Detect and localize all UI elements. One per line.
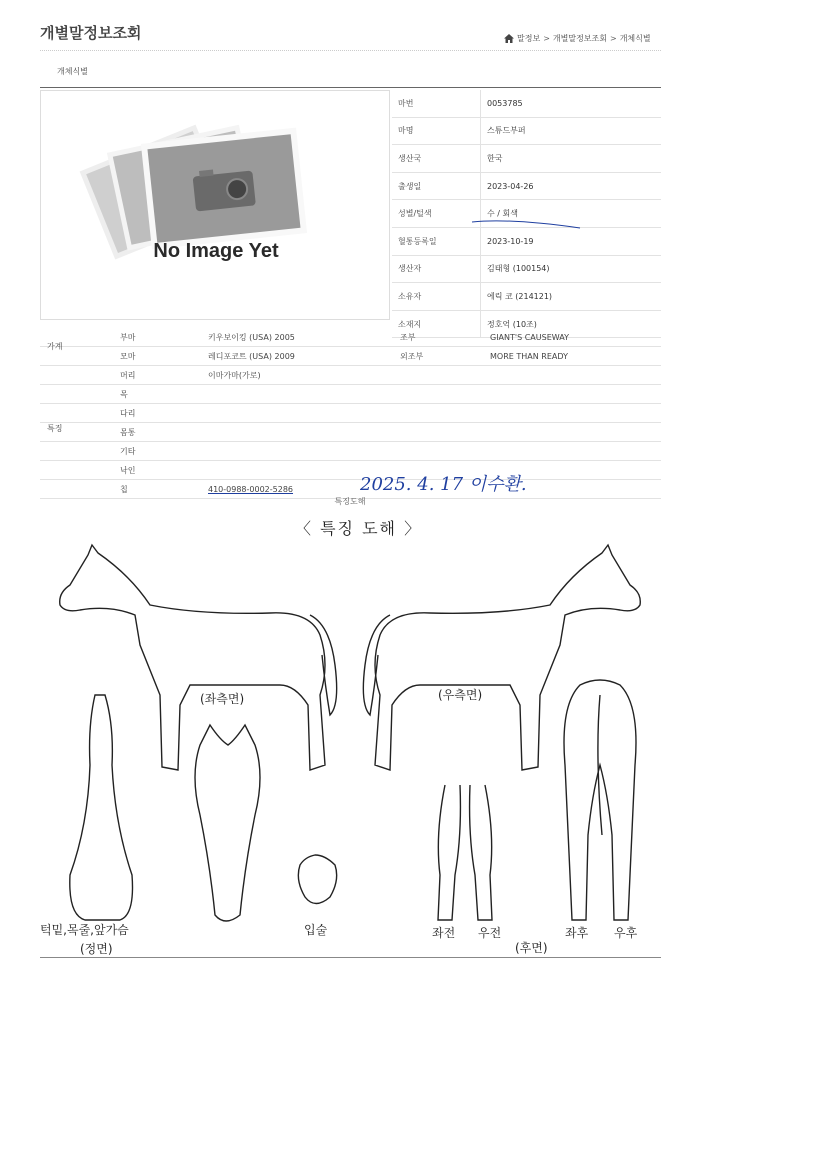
- pedigree-value: MORE THAN READY: [490, 351, 568, 361]
- divider: [40, 50, 661, 51]
- horse-diagram-drawing: [40, 535, 661, 955]
- feature-value: 410-0988-0002-5286: [208, 484, 294, 494]
- info-value: 0053785: [487, 98, 523, 108]
- pedigree-key: 조부: [400, 332, 416, 342]
- info-value: 김태형 (100154): [487, 264, 550, 274]
- page-title: 개별말정보조회: [40, 24, 142, 42]
- diagram-label-left-fore: 좌전: [432, 926, 456, 940]
- info-row: [392, 90, 661, 118]
- diagram-label-front-parts: 턱밑,목줄,앞가슴: [40, 923, 129, 937]
- diagram-label-rear: (후면): [515, 941, 548, 955]
- info-row: [392, 283, 661, 311]
- feature-value: 이마가마(가로): [208, 370, 261, 380]
- feature-key: 몸통: [120, 427, 136, 437]
- diagram-label-left-side: (좌측면): [200, 692, 245, 706]
- info-key: 마번: [392, 90, 481, 117]
- info-row: [392, 256, 661, 284]
- diagram-label-right-fore: 우전: [478, 926, 502, 940]
- info-value: 에릭 코 (214121): [487, 291, 553, 301]
- feature-row: [40, 461, 661, 480]
- breadcrumb: [504, 33, 651, 44]
- feature-row: [40, 385, 661, 404]
- info-key: 소유자: [392, 283, 481, 310]
- pen-underline: [470, 214, 590, 230]
- pedigree-key: 외조부: [400, 351, 424, 361]
- breadcrumb-item[interactable]: 개별말정보조회: [552, 34, 607, 43]
- pedigree-key: 부마: [120, 332, 136, 342]
- breadcrumb-item[interactable]: 개체식별: [619, 34, 651, 43]
- feature-row: [40, 404, 661, 423]
- diagram-label-muzzle: 입술: [304, 923, 328, 937]
- horse-photo: [40, 90, 390, 320]
- info-row: [392, 145, 661, 173]
- pedigree-key: 모마: [120, 351, 136, 361]
- feature-key: 칩: [120, 484, 128, 494]
- feature-row: [40, 423, 661, 442]
- info-key: 소재지: [392, 311, 481, 338]
- info-row: [392, 118, 661, 146]
- info-value: 수 / 회색: [487, 209, 518, 219]
- info-key: 생산자: [392, 256, 481, 283]
- info-row: [392, 228, 661, 256]
- diagram-title: 〈 특징 도해 〉: [295, 519, 423, 538]
- pedigree-value: 키우보이킹 (USA) 2005: [208, 332, 295, 342]
- diagram-label-right-side: (우측면): [438, 688, 483, 702]
- info-key: 출생일: [392, 173, 481, 200]
- pedigree-group-label: 가계: [47, 342, 63, 351]
- breadcrumb-separator: >: [610, 34, 617, 43]
- info-value: 2023-10-19: [487, 236, 534, 246]
- breadcrumb-separator: >: [543, 34, 550, 43]
- info-row: [392, 173, 661, 201]
- info-key: 생산국: [392, 145, 481, 172]
- diagram-label-left-hind: 좌후: [565, 926, 589, 940]
- feature-key: 목: [120, 389, 128, 399]
- info-key: 성별/털색: [392, 200, 481, 227]
- feature-row: [40, 366, 661, 385]
- pedigree-row: [40, 347, 661, 366]
- home-icon[interactable]: [504, 34, 514, 43]
- info-value: 한국: [487, 153, 503, 163]
- tab-individual-id[interactable]: 개체식별: [57, 67, 88, 76]
- feature-key: 기타: [120, 446, 136, 456]
- feature-key: 머리: [120, 370, 136, 380]
- pedigree-features-table: [40, 328, 661, 499]
- diagram-label-right-hind: 우후: [614, 926, 638, 940]
- pedigree-value: 레디포코트 (USA) 2009: [208, 351, 295, 361]
- info-value: 2023-04-26: [487, 181, 534, 191]
- feature-row: [40, 442, 661, 461]
- info-key: 혈통등록일: [392, 228, 481, 255]
- handwritten-note: 2025. 4. 17 이수환.: [360, 474, 527, 495]
- no-image-placeholder-icon: [41, 91, 391, 321]
- info-value: 스튜드부퍼: [487, 126, 526, 136]
- diagram-label-front: (정면): [80, 942, 113, 956]
- pedigree-value: GIANT'S CAUSEWAY: [490, 332, 569, 342]
- info-key: 마명: [392, 118, 481, 145]
- feature-key: 다리: [120, 408, 136, 418]
- features-group-label: 특징: [47, 424, 63, 433]
- diagram-caption: 특징도해: [334, 497, 366, 506]
- feature-key: 낙인: [120, 465, 136, 475]
- breadcrumb-item[interactable]: 말정보: [517, 34, 541, 43]
- tab-bar: [40, 62, 661, 88]
- info-value: 정호억 (10조): [487, 319, 537, 329]
- pedigree-row: [40, 328, 661, 347]
- no-image-text: No Image Yet: [153, 240, 279, 262]
